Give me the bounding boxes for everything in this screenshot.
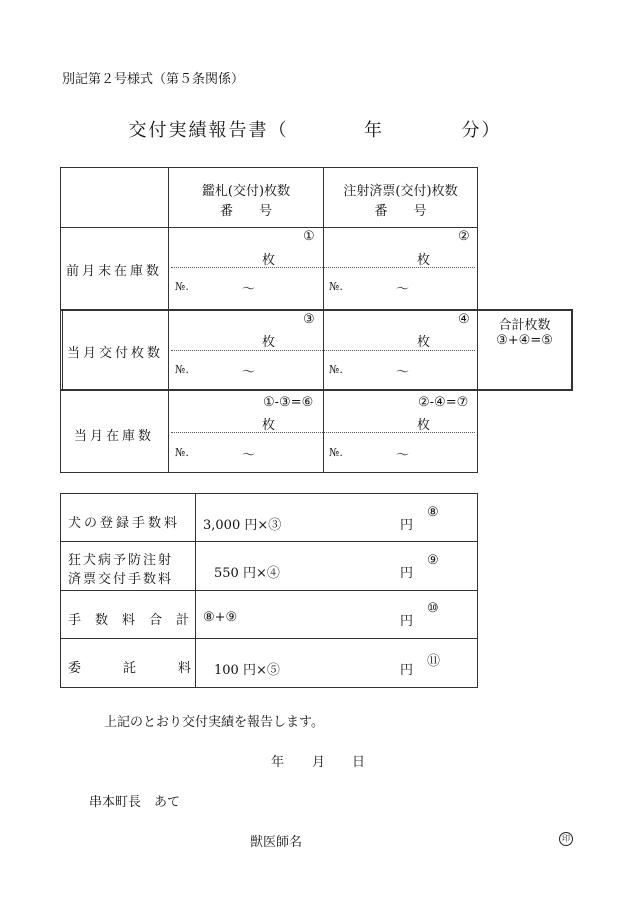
yen-unit: 円	[400, 566, 414, 581]
unit-label: 枚	[417, 335, 431, 350]
page-title	[0, 116, 630, 142]
row-label: 当月在庫数	[73, 429, 154, 444]
circle-mark: ⑪	[427, 654, 441, 669]
grid-line	[60, 309, 572, 311]
range-tilde: 〜	[396, 448, 410, 463]
number-label: №.	[329, 280, 343, 293]
col2-subheader: 番 号	[374, 204, 427, 219]
fee-formula: 3,000 円×③	[203, 518, 282, 533]
range-tilde: 〜	[396, 365, 410, 380]
grid-line	[60, 167, 478, 168]
col2-header: 注射済票(交付)枚数	[343, 184, 458, 199]
yen-unit: 円	[400, 614, 414, 629]
grid-line	[571, 309, 573, 391]
number-label: №.	[175, 280, 189, 293]
range-tilde: 〜	[242, 448, 256, 463]
col1-subheader: 番 号	[219, 204, 272, 219]
grid-line	[60, 541, 478, 542]
form-reference: 別記第２号様式（第５条関係）	[62, 72, 245, 87]
fee-formula: 550 円×④	[214, 566, 280, 581]
circle-mark: ②-④=⑦	[418, 395, 469, 410]
grid-line	[477, 493, 478, 688]
circle-mark: ⑩	[427, 601, 439, 616]
grid-line	[60, 227, 478, 228]
unit-label: 枚	[262, 335, 276, 350]
grid-line	[60, 590, 478, 591]
title-text: 交付実績報告書（	[128, 120, 289, 141]
range-tilde: 〜	[242, 282, 256, 297]
circle-mark: ④	[458, 312, 470, 327]
circle-mark: ⑨	[427, 553, 439, 568]
col1-header: 鑑札(交付)枚数	[201, 184, 291, 199]
range-tilde: 〜	[242, 365, 256, 380]
number-label: №.	[329, 363, 343, 376]
total-label: 合計枚数	[498, 318, 551, 333]
grid-line	[60, 389, 572, 391]
range-tilde: 〜	[396, 282, 410, 297]
row-label: 当月交付枚数	[66, 346, 163, 361]
circle-mark: ①-③=⑥	[263, 395, 314, 410]
grid-line	[60, 638, 478, 639]
circle-mark: ①	[303, 229, 315, 244]
fee-label-line2: 済票交付手数料	[68, 572, 174, 587]
fee-label: 狂犬病予防注射	[68, 553, 174, 568]
yen-unit: 円	[400, 518, 414, 533]
total-formula: ③+④=⑤	[496, 333, 553, 348]
yen-unit: 円	[400, 663, 414, 678]
vet-name-label: 獣医師名	[250, 835, 303, 850]
circle-mark: ⑧	[427, 505, 439, 520]
unit-label: 枚	[262, 253, 276, 268]
dotted-separator	[171, 350, 475, 351]
fee-formula: 100 円×⑤	[214, 663, 280, 678]
circle-mark: ②	[458, 229, 470, 244]
unit-label: 枚	[417, 418, 431, 433]
number-label: №.	[329, 446, 343, 459]
fee-label: 委託料	[68, 661, 234, 676]
report-statement: 上記のとおり交付実績を報告します。	[104, 715, 324, 730]
title-end: 分）	[461, 120, 502, 141]
number-label: №.	[175, 363, 189, 376]
number-label: №.	[175, 446, 189, 459]
grid-line	[60, 687, 478, 688]
grid-line	[60, 472, 478, 473]
date-month-label: 月	[312, 755, 326, 770]
fee-label: 手数料合計	[68, 613, 204, 628]
date-day-label: 日	[352, 755, 366, 770]
grid-line	[60, 493, 478, 494]
unit-label: 枚	[262, 418, 276, 433]
addressee: 串本町長 あて	[89, 795, 181, 810]
grid-line	[60, 493, 61, 688]
date-year-label: 年	[271, 755, 285, 770]
unit-label: 枚	[417, 253, 431, 268]
row-label: 前月末在庫数	[65, 264, 162, 279]
fee-label: 犬の登録手数料	[68, 516, 181, 531]
seal-mark: 印	[559, 832, 573, 846]
fee-formula: ⑧+⑨	[203, 610, 238, 625]
circle-mark: ③	[303, 312, 315, 327]
title-year: 年	[364, 120, 384, 141]
